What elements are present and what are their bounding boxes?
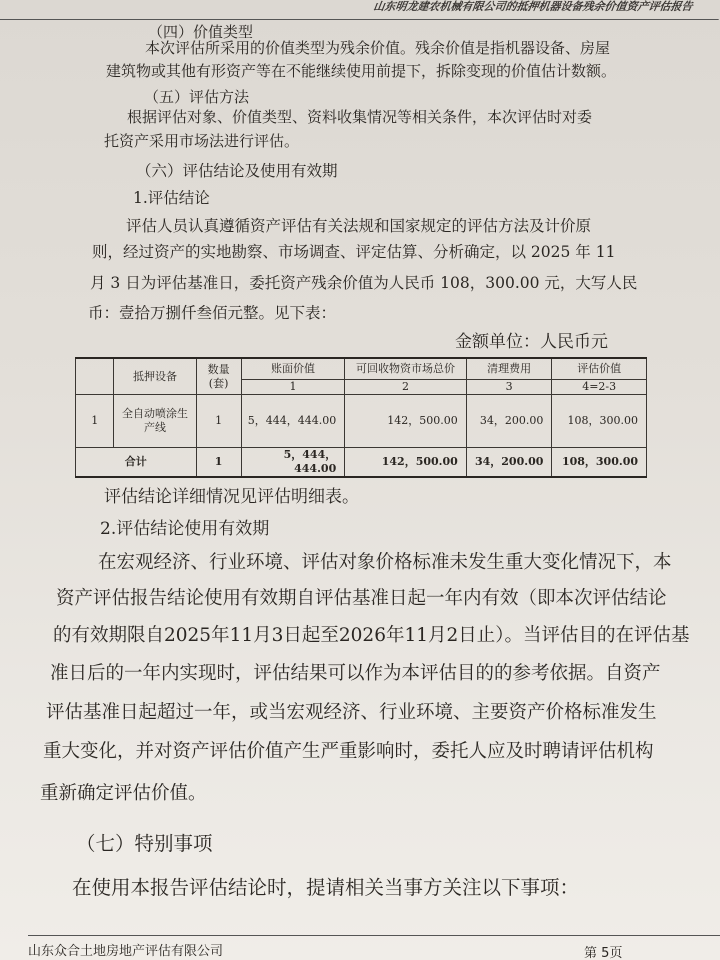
recovery-value-index: 2 <box>345 380 467 395</box>
row-recovery-value: 142，500.00 <box>345 395 467 448</box>
after-table-note: 评估结论详细情况见评估明细表。 <box>104 487 359 507</box>
page-number: 5 <box>601 946 610 960</box>
method-paragraph-line1: 根据评估对象、价值类型、资料收集情况等相关条件，本次评估时对委 <box>127 108 593 126</box>
value-type-paragraph-line1: 本次评估所采用的价值类型为残余价值。残余价值是指机器设备、房屋 <box>145 39 611 57</box>
total-appraised-value: 108，300.00 <box>552 448 647 478</box>
value-type-paragraph-line2: 建筑物或其他有形资产等在不能继续使用前提下，拆除变现的价值估计数额。 <box>106 62 617 80</box>
conclusion-paragraph-line4: 币：壹拾万捌仟叁佰元整。见下表： <box>88 304 337 322</box>
amount-unit-label: 金额单位：人民币元 <box>455 332 608 352</box>
equipment-name-line1: 全自动喷涂生 <box>122 407 188 420</box>
total-recovery-value: 142，500.00 <box>345 448 467 478</box>
validity-paragraph-line6: 重大变化，并对资产评估价值产生严重影响时，委托人应及时聘请评估机构 <box>43 741 654 762</box>
page-number-label <box>584 942 622 960</box>
row-appraised-value: 108，300.00 <box>552 395 647 448</box>
total-book-value: 5，444，444.00 <box>241 448 345 478</box>
quantity-header <box>196 358 241 395</box>
page-prefix: 第 <box>584 946 598 960</box>
row-book-value: 5，444，444.00 <box>241 395 345 448</box>
conclusion-heading: （六）评估结论及使用有效期 <box>136 162 338 180</box>
method-paragraph-line2: 托资产采用市场法进行评估。 <box>104 132 300 150</box>
special-matters-heading: （七）特别事项 <box>76 832 213 855</box>
validity-paragraph-line3: 的有效期限自2025年11月3日起至2026年11月2日止）。当评估目的在评估基 <box>53 625 690 646</box>
row-cleanup-cost: 34，200.00 <box>466 395 552 448</box>
value-type-heading: （四）价值类型 <box>148 23 254 41</box>
appraised-value-header: 评估价值 <box>552 358 647 380</box>
book-value-index: 1 <box>241 380 345 395</box>
validity-paragraph-line2: 资产评估报告结论使用有效期自评估基准日起一年内有效（即本次评估结论 <box>56 588 667 609</box>
quantity-header-line1: 数量 <box>207 362 230 376</box>
validity-paragraph-line7: 重新确定评估价值。 <box>40 783 207 804</box>
validity-paragraph-line4: 准日后的一年内实现时，评估结果可以作为本评估目的的参考依据。自资产 <box>50 663 661 684</box>
equipment-name-line2: 产线 <box>144 421 166 434</box>
page-header: 山东明龙建农机械有限公司的抵押机器设备残余价值资产评估报告 <box>0 0 720 20</box>
conclusion-paragraph-line1: 评估人员认真遵循资产评估有关法规和国家规定的评估方法及计价原 <box>126 217 592 235</box>
total-label: 合计 <box>76 448 197 478</box>
footer-company: 山东众合土地房地产评估有限公司 <box>28 944 224 959</box>
cleanup-cost-index: 3 <box>466 380 552 395</box>
row-number: 1 <box>76 395 114 448</box>
appraised-value-index: 4=2-3 <box>552 380 647 395</box>
total-quantity: 1 <box>196 448 241 478</box>
quantity-header-line2: (套) <box>208 376 229 390</box>
equipment-header: 抵押设备 <box>114 358 196 395</box>
validity-paragraph-line1: 在宏观经济、行业环境、评估对象价格标准未发生重大变化情况下，本 <box>98 552 672 573</box>
page-footer <box>28 935 720 960</box>
special-matters-paragraph: 在使用本报告评估结论时，提请相关当事方关注以下事项： <box>72 876 580 899</box>
validity-paragraph-line5: 评估基准日起超过一年，或当宏观经济、行业环境、主要资产价格标准发生 <box>46 702 657 723</box>
valuation-table <box>75 357 647 478</box>
total-cleanup-cost: 34，200.00 <box>466 448 552 478</box>
row-quantity: 1 <box>196 395 241 448</box>
validity-subheading: 2.评估结论使用有效期 <box>100 519 270 539</box>
page-suffix: 页 <box>609 946 623 960</box>
table-row <box>76 395 647 448</box>
conclusion-paragraph-line3: 月 3 日为评估基准日，委托资产残余价值为人民币 108，300.00 元，大写人民 <box>90 274 638 292</box>
cleanup-cost-header: 清理费用 <box>466 358 552 380</box>
method-heading: （五）评估方法 <box>144 88 250 106</box>
book-value-header: 账面价值 <box>241 358 345 380</box>
recovery-value-header: 可回收物资市场总价 <box>345 358 467 380</box>
total-row <box>76 448 647 478</box>
index-header <box>76 358 114 395</box>
equipment-name <box>114 395 196 448</box>
conclusion-subheading: 1.评估结论 <box>133 189 210 207</box>
conclusion-paragraph-line2: 则，经过资产的实地勘察、市场调查、评定估算、分析确定，以 2025 年 11 <box>92 243 616 261</box>
